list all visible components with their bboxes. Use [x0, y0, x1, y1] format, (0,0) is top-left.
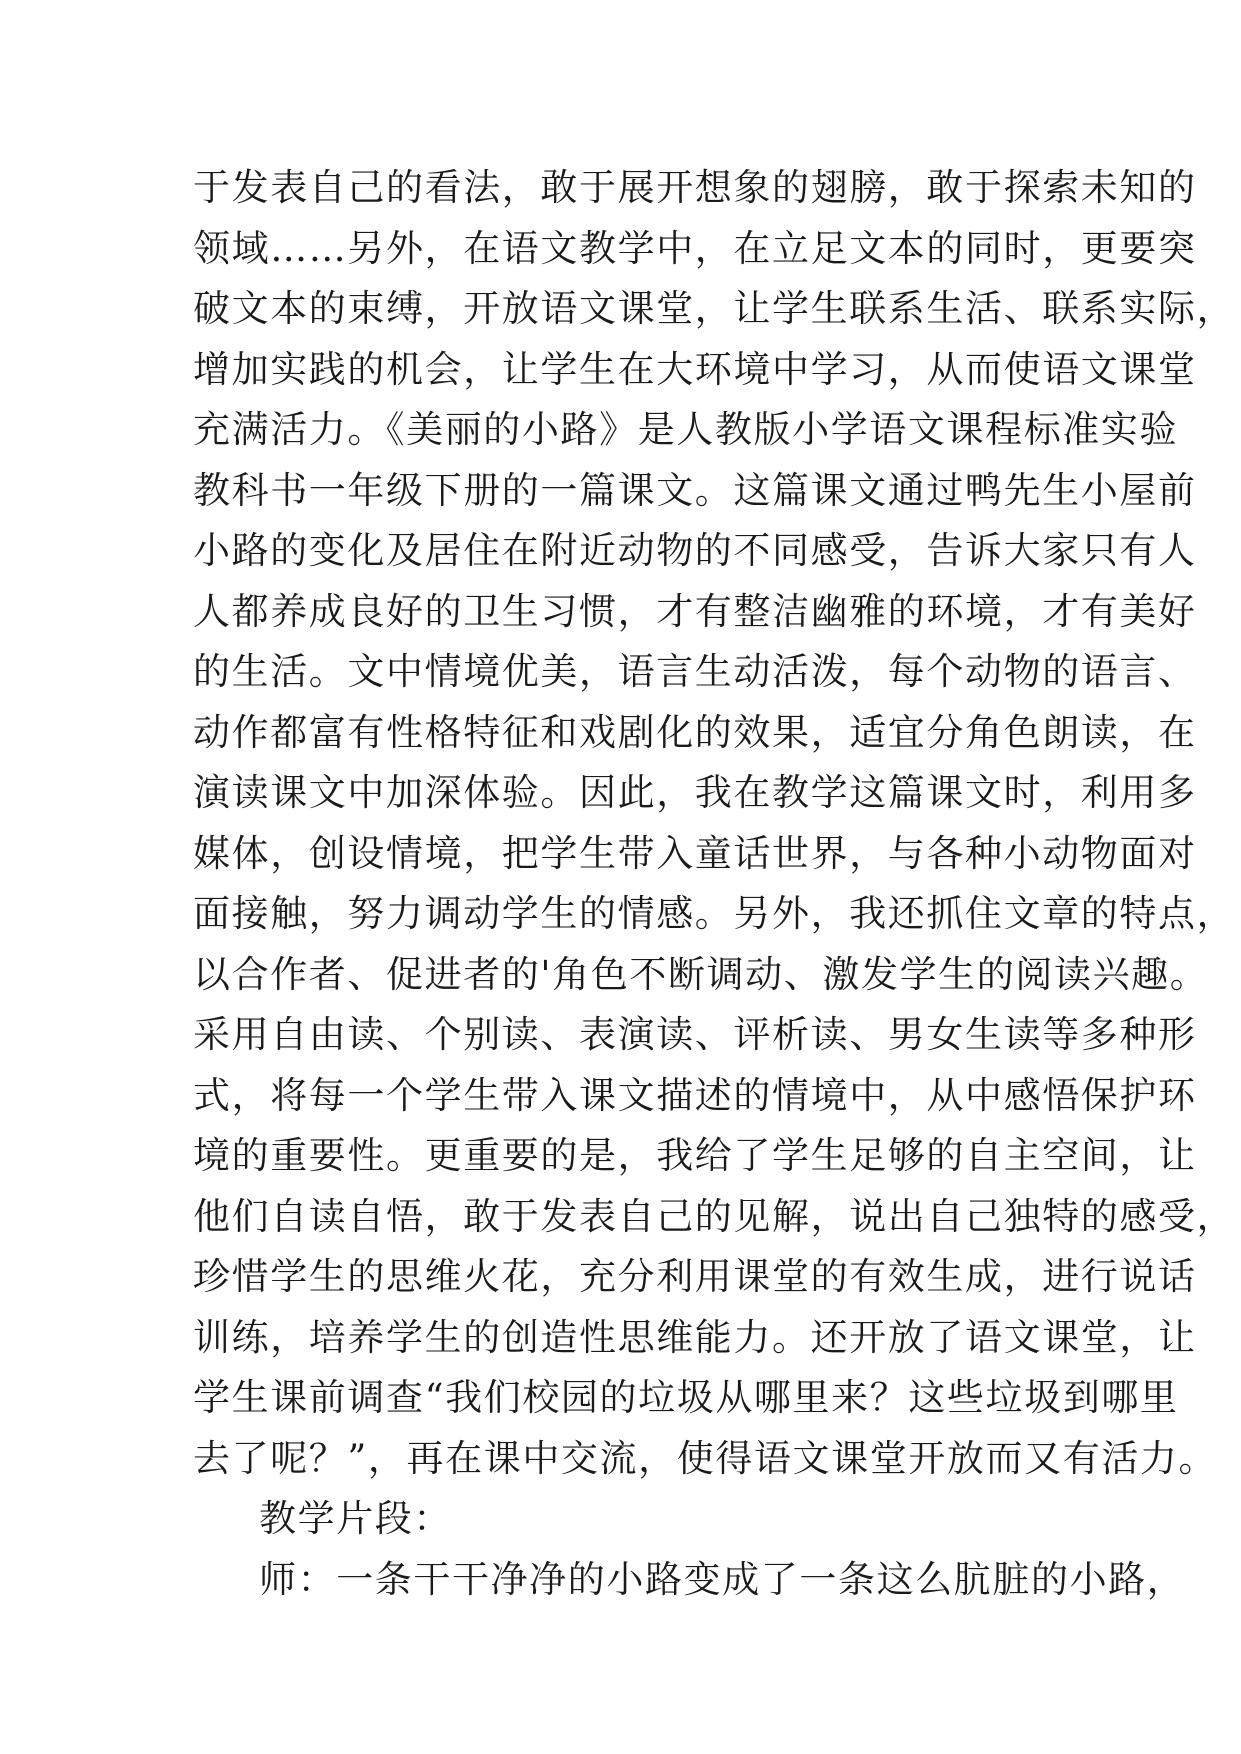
paragraph-line: 人都养成良好的卫生习惯，才有整洁幽雅的环境，才有美好: [193, 589, 1197, 633]
paragraph-line: 增加实践的机会，让学生在大环境中学习，从而使语文课堂: [193, 347, 1197, 391]
paragraph-line: 充满活力。《美丽的小路》是人教版小学语文课程标准实验: [193, 408, 1179, 451]
paragraph-line: 去了呢？”，再在课中交流，使得语文课堂开放而又有活力。: [193, 1436, 1218, 1480]
paragraph-line: 领域……另外，在语文教学中，在立足文本的同时，更要突: [193, 226, 1197, 270]
dialogue-line: 师：一条干干净净的小路变成了一条这么肮脏的小路，: [259, 1557, 1186, 1601]
body-text: [193, 158, 1236, 1610]
paragraph-line: 的生活。文中情境优美，语言生动活泼，每个动物的语言、: [193, 650, 1197, 693]
paragraph-line: 教科书一年级下册的一篇课文。这篇课文通过鸭先生小屋前: [193, 468, 1197, 512]
paragraph-line: 于发表自己的看法，敢于展开想象的翅膀，敢于探索未知的: [193, 166, 1197, 209]
section-heading: 教学片段：: [259, 1497, 452, 1540]
paragraph-line: 以合作者、促进者的'角色不断调动、激发学生的阅读兴趣。: [193, 952, 1209, 996]
paragraph-line: 动作都富有性格特征和戏剧化的效果，适宜分角色朗读，在: [193, 710, 1197, 754]
paragraph-line: 式，将每一个学生带入课文描述的情境中，从中感悟保护环: [193, 1073, 1197, 1117]
paragraph-line: 媒体，创设情境，把学生带入童话世界，与各种小动物面对: [193, 831, 1197, 875]
paragraph-line: 面接触，努力调动学生的情感。另外，我还抓住文章的特点，: [193, 892, 1236, 935]
paragraph-line: 他们自读自悟，敢于发表自己的见解，说出自己独特的感受，: [193, 1194, 1236, 1238]
paragraph-line: 学生课前调查“我们校园的垃圾从哪里来？这些垃圾到哪里: [193, 1376, 1179, 1419]
paragraph-line: 训练，培养学生的创造性思维能力。还开放了语文课堂，让: [193, 1315, 1197, 1359]
paragraph-line: 境的重要性。更重要的是，我给了学生足够的自主空间，让: [193, 1134, 1197, 1177]
paragraph-line: 采用自由读、个别读、表演读、评析读、男女生读等多种形: [193, 1013, 1197, 1056]
paragraph-line: 演读课文中加深体验。因此，我在教学这篇课文时，利用多: [193, 771, 1197, 814]
paragraph-line: 珍惜学生的思维火花，充分利用课堂的有效生成，进行说话: [193, 1255, 1197, 1298]
paragraph-line: 破文本的束缚，开放语文课堂，让学生联系生活、联系实际，: [193, 287, 1236, 330]
paragraph-line: 小路的变化及居住在附近动物的不同感受，告诉大家只有人: [193, 529, 1197, 572]
